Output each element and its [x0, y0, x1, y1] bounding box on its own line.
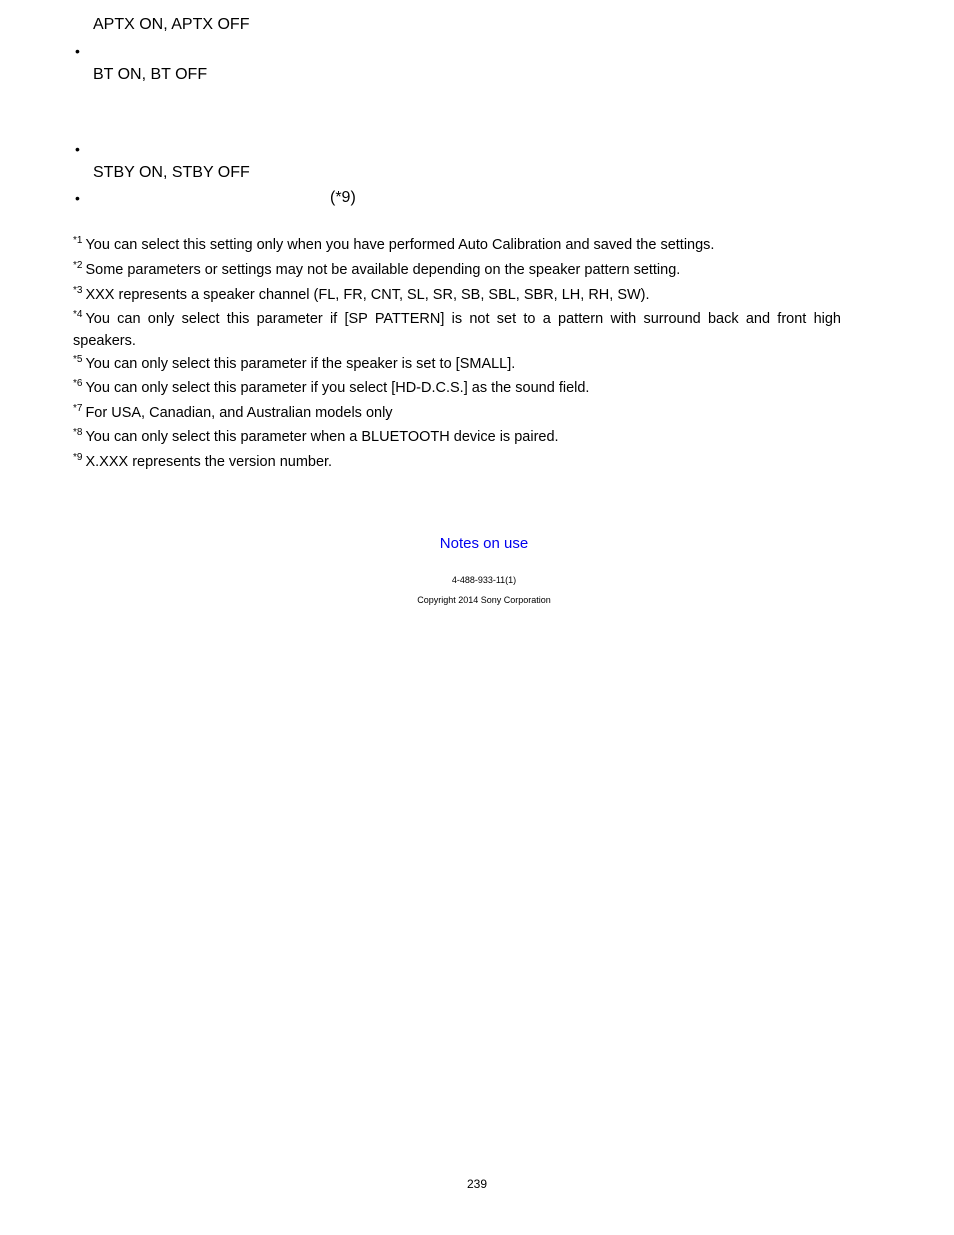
page-number: 239: [466, 1177, 488, 1191]
footnote-text: You can only select this parameter when a BLUETOOTH device is paired.: [85, 429, 559, 445]
footnote-text: You can select this setting only when you have performed Auto Calibration and saved the settings.: [85, 237, 715, 253]
option-bt: BT ON, BT OFF: [93, 66, 208, 83]
copyright: Copyright 2014 Sony Corporation: [417, 595, 551, 605]
document-code: 4-488-933-11(1): [451, 575, 517, 585]
footnote-mark: *9: [73, 452, 83, 463]
footnote-mark: *5: [73, 354, 83, 365]
footnote: [73, 285, 841, 307]
footnote: [73, 309, 841, 351]
footnote: [73, 378, 841, 400]
footnote-text: You can only select this parameter if you select [HD-D.C.S.] as the sound field.: [85, 380, 590, 396]
footnote-mark: *1: [73, 235, 83, 246]
footnote-mark: *3: [73, 285, 83, 296]
footnote: [73, 260, 841, 282]
footnote: [73, 354, 841, 376]
footnote: [73, 452, 841, 474]
version-footnote-ref: (*9): [330, 189, 356, 206]
footnote-text: XXX represents a speaker channel (FL, FR, CNT, SL, SR, SB, SBL, SBR, LH, RH, SW).: [85, 287, 650, 303]
footnote-mark: *8: [73, 427, 83, 438]
footnote: [73, 427, 841, 449]
bullet-marker: •: [75, 190, 80, 206]
footnote-mark: *6: [73, 378, 83, 389]
footnote-text: Some parameters or settings may not be available depending on the speaker pattern setting.: [85, 262, 681, 278]
footnote-mark: *2: [73, 260, 83, 271]
bullet-marker: •: [75, 141, 80, 157]
bullet-marker: •: [75, 43, 80, 59]
footnote: [73, 235, 841, 257]
option-stby: STBY ON, STBY OFF: [93, 164, 250, 181]
footnote-text: X.XXX represents the version number.: [85, 454, 333, 470]
footnote-text: For USA, Canadian, and Australian models only: [85, 405, 393, 421]
footnote-text: You can only select this parameter if the speaker is set to [SMALL].: [85, 356, 516, 372]
footer-link-row: [0, 535, 954, 553]
notes-on-use-link[interactable]: Notes on use: [439, 535, 529, 552]
footnote: [73, 403, 841, 425]
footnote-text: You can only select this parameter if [SP PATTERN] is not set to a pattern with surround back and front high speakers.: [73, 311, 841, 349]
footnote-mark: *7: [73, 403, 83, 414]
footnote-mark: *4: [73, 309, 83, 320]
option-aptx: APTX ON, APTX OFF: [93, 16, 250, 33]
